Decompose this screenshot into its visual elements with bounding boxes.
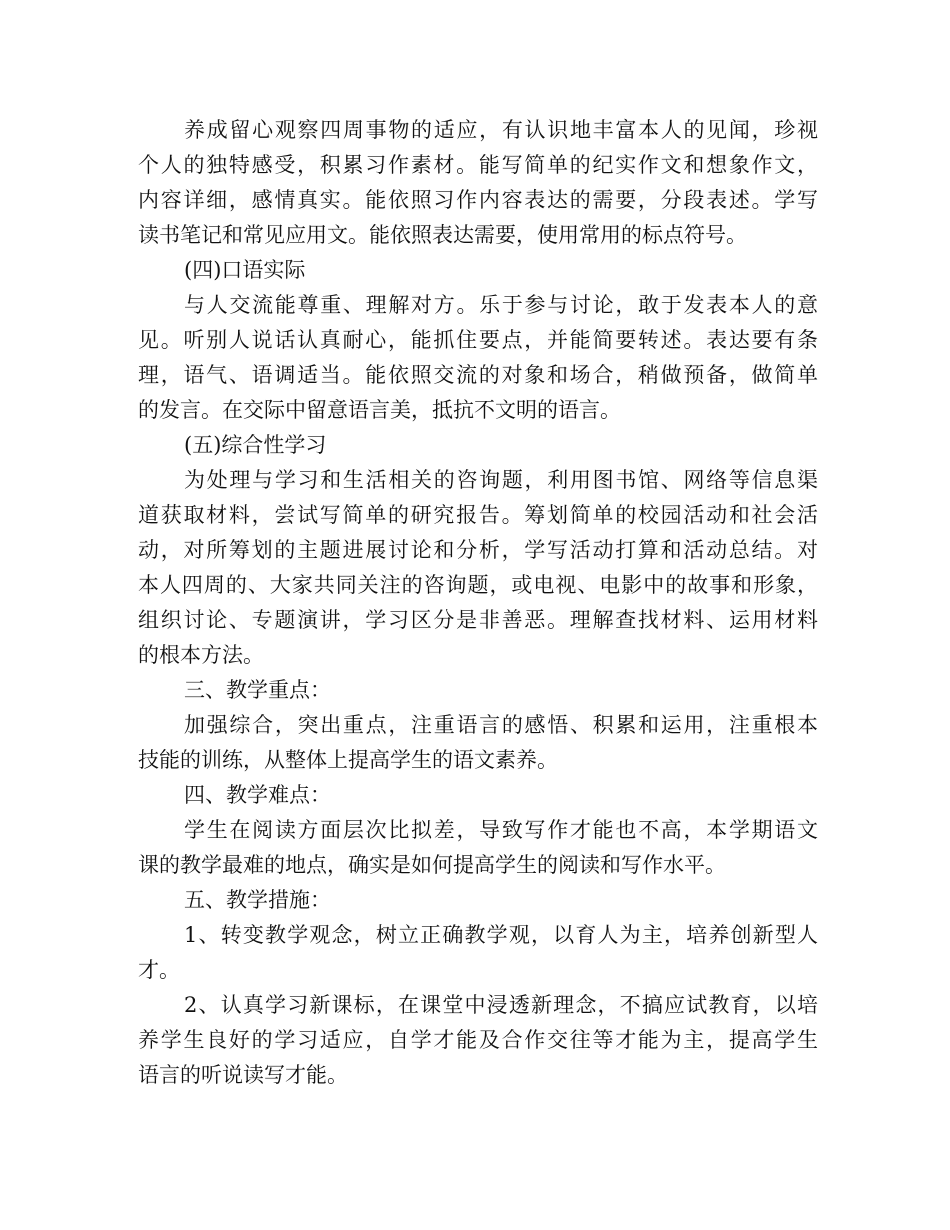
paragraph-line: 才。 [138,958,180,982]
paragraph-line: 组织讨论、专题演讲，学习区分是非善恶。理解查找材料、运用材料 [138,608,818,632]
paragraph-line: 加强综合，突出重点，注重语言的感悟、积累和运用，注重根本 [184,713,818,737]
paragraph-line: 与人交流能尊重、理解对方。乐于参与讨论，敢于发表本人的意 [184,293,818,317]
section-heading: 四、教学难点： [184,783,331,807]
paragraph-line: 养学生良好的学习适应，自学才能及合作交往等才能为主，提高学生 [138,1028,818,1052]
document-page [138,113,818,1093]
paragraph-line: 语言的听说读写才能。 [138,1063,348,1087]
section-heading: 五、教学措施： [184,888,331,912]
paragraph-line: 1、转变教学观念，树立正确教学观，以育人为主，培养创新型人 [184,923,818,947]
paragraph [138,988,818,1093]
paragraph-line: 学生在阅读方面层次比拟差，导致写作才能也不高，本学期语文 [184,818,818,842]
paragraph-line: 课的教学最难的地点，确实是如何提高学生的阅读和写作水平。 [138,853,726,877]
paragraph-line: 读书笔记和常见应用文。能依照表达需要，使用常用的标点符号。 [138,223,747,247]
paragraph [138,918,818,988]
paragraph-line: 道获取材料，尝试写简单的研究报告。筹划简单的校园活动和社会活 [138,503,818,527]
paragraph-line: 内容详细，感情真实。能依照习作内容表达的需要，分段表述。学写 [138,188,818,212]
paragraph-line: 动，对所筹划的主题进展讨论和分析，学写活动打算和活动总结。对 [138,538,818,562]
paragraph [138,708,818,778]
paragraph [138,288,818,428]
paragraph-line: 2、认真学习新课标，在课堂中浸透新理念，不搞应试教育，以培 [184,993,818,1017]
section-heading: 三、教学重点： [184,678,331,702]
paragraph-line: 养成留心观察四周事物的适应，有认识地丰富本人的见闻，珍视 [184,118,818,142]
paragraph [138,813,818,883]
paragraph-line: 为处理与学习和生活相关的咨询题，利用图书馆、网络等信息渠 [184,468,818,492]
document-body [138,113,818,1093]
section-heading: (五)综合性学习 [184,433,327,457]
paragraph-line: 的根本方法。 [138,643,264,667]
paragraph-line: 的发言。在交际中留意语言美，抵抗不文明的语言。 [138,398,621,422]
paragraph-line: 技能的训练，从整体上提高学生的语文素养。 [138,748,558,772]
section-heading: (四)口语实际 [184,258,306,282]
paragraph-line: 本人四周的、大家共同关注的咨询题，或电视、电影中的故事和形象， [138,573,818,597]
paragraph [138,463,818,673]
paragraph [138,113,818,253]
paragraph-line: 个人的独特感受，积累习作素材。能写简单的纪实作文和想象作文， [138,153,818,177]
paragraph-line: 理，语气、语调适当。能依照交流的对象和场合，稍做预备，做简单 [138,363,818,387]
paragraph-line: 见。听别人说话认真耐心，能抓住要点，并能简要转述。表达要有条 [138,328,818,352]
